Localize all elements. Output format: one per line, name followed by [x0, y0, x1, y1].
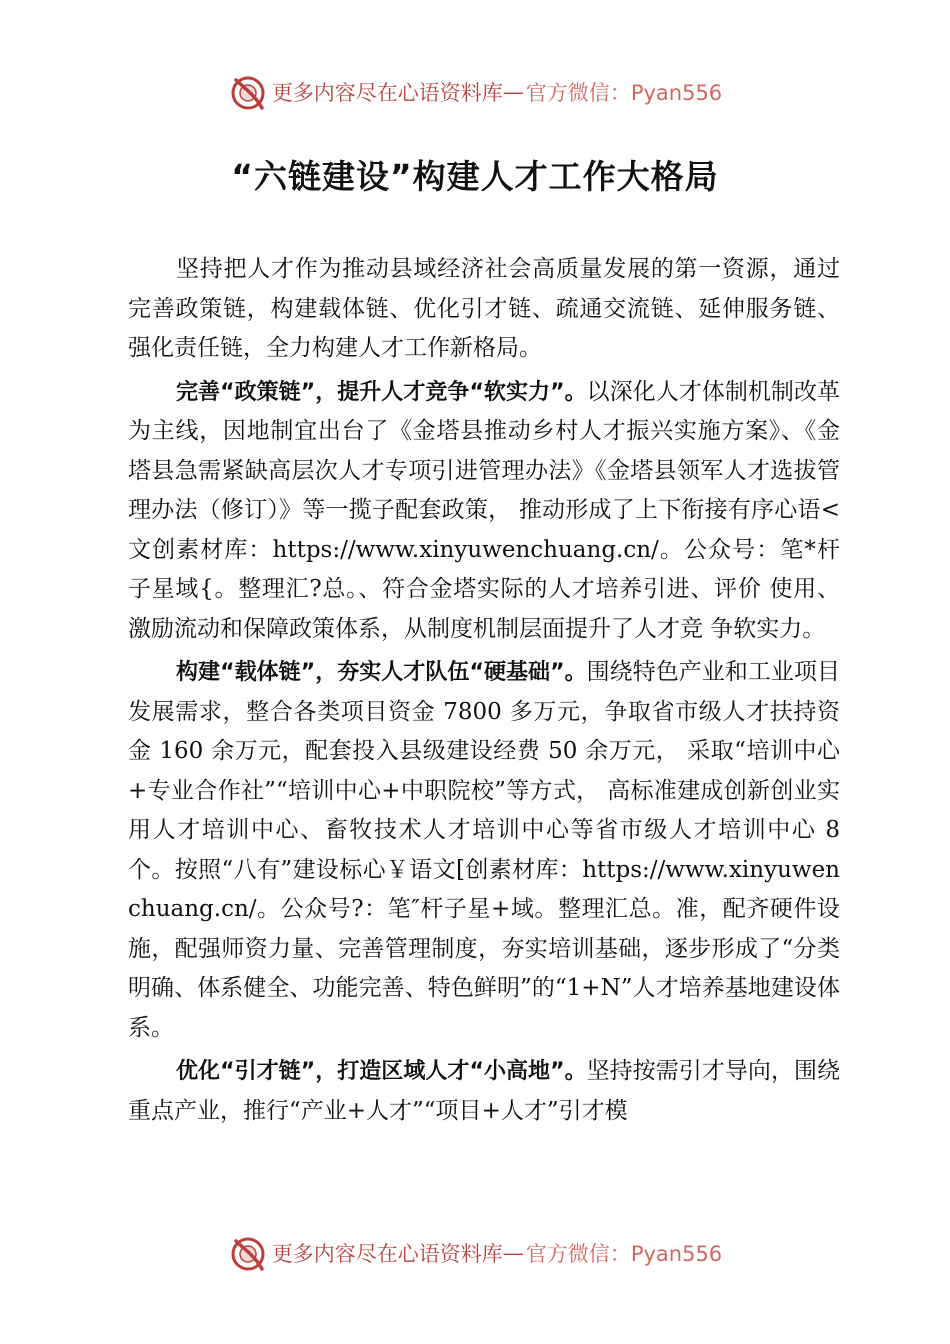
watermark-dash: — [502, 80, 524, 104]
watermark-contact-handle: Pyan556 [630, 81, 723, 105]
watermark-text: 更多内容尽在心语资料库 [271, 1242, 503, 1266]
watermark-contact-label: 官方微信： [525, 1242, 631, 1266]
paragraph-lead: 完善“政策链”，提升人才竞争“软实力”。 [176, 379, 587, 405]
paragraph-talent-chain [128, 1052, 840, 1131]
watermark-contact [526, 1238, 722, 1268]
watermark-contact-handle: Pyan556 [630, 1242, 723, 1266]
brand-logo-icon [228, 1233, 268, 1273]
watermark-footer [0, 1233, 950, 1273]
paragraph-text: 坚持按需引才导向，围绕重点产业，推行“产业+人才”“项目+人才”引才模 [128, 1058, 840, 1124]
paragraph-policy-chain [128, 373, 840, 650]
paragraph-lead: 优化“引才链”，打造区域人才“小高地”。 [176, 1059, 587, 1084]
watermark-text: 更多内容尽在心语资料库 [271, 81, 503, 105]
document-body [128, 250, 840, 1135]
watermark-contact-label: 官方微信： [525, 81, 631, 105]
paragraph-lead: 构建“载体链”，夯实人才队伍“硬基础”。 [176, 660, 587, 685]
watermark-header [0, 72, 950, 112]
watermark-contact [526, 77, 722, 107]
paragraph-text: 围绕特色产业和工业项目发展需求，整合各类项目资金 7800 多万元，争取省市级人才扶持资金 160 余万元，配套投入县级建设经费 50 余万元， 采取“培训中心+专业合作社”“培训中心+中职院校”等方式， 高标准建成创新创业实用人才培训中心、畜牧技术人才培训中心等省市级人才培训中心 8 个。按照“八有”建设标心￥语文[创素材库：https://www.xinyuwenchuang.cn/。公众号?：笔″杆子星+域。整理汇总。准，配齐硬件设施，配强师资力量、完善管理制度，夯实培训基础，逐步形成了“分类明确、体系健全、功能完善、特色鲜明”的“1+N”人才培养基地建设体系。 [128, 659, 840, 1041]
paragraph-intro [128, 250, 840, 369]
paragraph-text: 坚持把人才作为推动县域经济社会高质量发展的第一资源，通过完善政策链，构建载体链、优化引才链、疏通交流链、延伸服务链、强化责任链，全力构建人才工作新格局。 [128, 256, 840, 361]
document-title: “六链建设”构建人才工作大格局 [231, 157, 719, 196]
paragraph-carrier-chain [128, 653, 840, 1048]
paragraph-text: 以深化人才体制机制改革为主线，因地制宜出台了《金塔县推动乡村人才振兴实施方案》、《金塔县急需紧缺高层次人才专项引进管理办法》《金塔县领军人才选拔管理办法（修订）》等一揽子配套政策， 推动形成了上下衔接有序心语<文创素材库：https://www.xinyuwenchuang.cn/。公众号：笔*杆子星域{。整理汇?总。、符合金塔实际的人才培养引进、评价 使用、激励流动和保障政策体系，从制度机制层面提升了人才竞 争软实力。 [128, 378, 840, 642]
watermark-dash: — [502, 1241, 524, 1265]
brand-logo-icon [228, 72, 268, 112]
